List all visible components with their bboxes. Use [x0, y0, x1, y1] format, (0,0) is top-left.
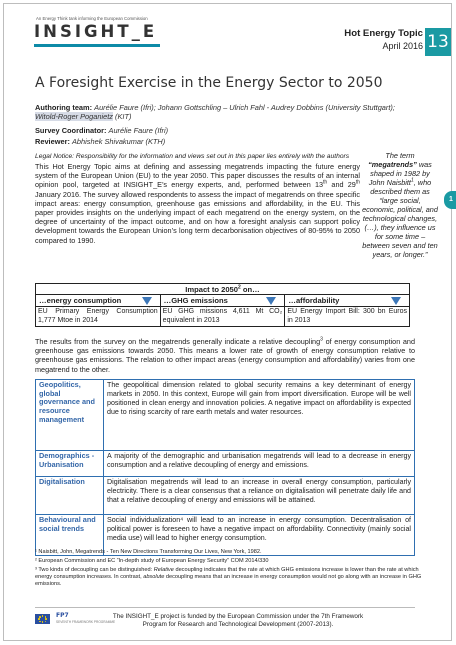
logo-underline: [34, 44, 160, 47]
survey-coordinator: [35, 126, 168, 135]
impact-col-energy: [36, 295, 161, 326]
intro-text-3: January 2016. The survey allowed respondents to assess the impact of megatrends on three specific impact areas: energy consumption, greenhouse gas emissions and affordability, in the EU. This paper provides insights on the underlying impact of each megatrend on the energy system, on the degree of uncertainty of the impact outcome, and on how a foresight analysis can support policy development towards the European Union’s long term decarbonisation objectives of 80-95% to 2050 compared to 1990.: [35, 189, 360, 245]
legal-notice: Legal Notice: Responsibility for the information and views set out in this paper lies entirely with the authors: [35, 153, 350, 160]
coordinator-label: Survey Coordinator:: [35, 126, 107, 135]
fp7-subtitle: SEVENTH FRAMEWORK PROGRAMME: [56, 620, 116, 624]
footnote-3-text-e: decoupling means that an increase in energy consumption would not go along with an increase in GHG emissions.: [35, 574, 422, 588]
sidebar-sup: 1: [410, 177, 414, 184]
authoring-team: [35, 103, 395, 112]
results-text-1: The results from the survey on the megatrends generally indicate a relative decoupling: [35, 337, 321, 346]
megatrend-text: The geopolitical dimension related to global security remains a key determinant of energy markets in 2050. In this context, Europe will gain from import diversification. Europe will be well positioned in clean energy and innovation policies. A negative impact on affordability is expected due to rising scarcity of rare earth metals and water resources.: [107, 381, 411, 417]
impact-header-energy: …energy consumption: [39, 296, 122, 305]
megatrend-definition-sidebar: [362, 151, 438, 259]
footnote-3-text-c: decoupling indicates that the rate at which GHG emissions increase is lower than the rate at which energy consumption increases. In contrast,: [35, 567, 419, 581]
footnote-2: ² European Commission and EC “In-depth study of European Energy Security” COM 2014/330: [35, 558, 269, 564]
impact-col-header: [285, 295, 409, 307]
megatrend-text: Digitalisation megatrends will lead to an increase in overall energy consumption, particularly electricity. There is a clear consensus that a reliance on digitalisation will penetrate daily life and that a relative decoupling of energy and emissions will be attained.: [107, 478, 411, 505]
sidebar-pre: The term: [385, 151, 415, 160]
issue-number: 13: [425, 28, 451, 56]
impact-table-row: [36, 295, 409, 326]
impact-col-header: [161, 295, 285, 307]
footnote-1: ¹ Naisbitt, John, Megatrends - Ten New Directions Transforming Our Lives, New York, 1982.: [35, 549, 262, 555]
authoring-team-line2: [35, 112, 131, 121]
impact-heading-text: Impact to 2050: [185, 285, 238, 294]
footnote-3-absolute: absolute: [143, 574, 165, 581]
megatrend-label: Demographics - Urbanisation: [36, 451, 104, 476]
authoring-label: Authoring team:: [35, 103, 93, 112]
highlighted-author: Witold-Roger Poganietz: [35, 112, 113, 121]
results-text-2: of energy consumption and greenhouse gas emissions towards 2050. This means a lower rate of growth of energy consumption relative to greenhouse gas emissions. The relation to other impact areas (energy consumption and affordability) varies from one megatrend to the other.: [35, 337, 415, 374]
impact-header-ghg: …GHG emissions: [163, 296, 228, 305]
funding-notice: The INSIGHT_E project is funded by the European Commission under the 7th Framework Program for Research and Technological Development (2007-2013).: [112, 613, 364, 628]
megatrend-label: Geopolitics, global governance and resource management: [36, 380, 104, 450]
footer-divider: [35, 607, 415, 608]
tagline: An Energy Think tank informing the European Commission: [36, 16, 148, 21]
impact-table-heading: [36, 284, 409, 295]
insight-e-logo: INSIGHT_E: [34, 22, 158, 41]
megatrend-text: A majority of the demographic and urbanisation megatrends will lead to a decrease in energy consumption and a relative decoupling of energy and emissions.: [107, 452, 411, 470]
impact-heading-suffix: on…: [240, 285, 260, 294]
megatrend-label: Digitalisation: [36, 477, 104, 514]
impact-table: [35, 283, 410, 327]
down-triangle-icon: [142, 297, 152, 305]
page-tab: 1: [444, 191, 456, 209]
table-row: [36, 451, 414, 477]
megatrend-text: Social individualization⁴ will lead to an increase in energy consumption. Decentralisation of political power is foreseen to have a negative impact on affordability. Connectivity (mainly social media use) will lead to higher energy consumption.: [107, 516, 411, 543]
impact-value-affordability: EU Energy Import Bill: 300 bn Euros in 2013: [287, 308, 408, 324]
intro-text-2: and 29: [327, 180, 356, 190]
table-row: [36, 380, 414, 451]
eu-flag-icon: [35, 614, 50, 624]
topic-label: Hot Energy Topic: [344, 28, 423, 39]
impact-col-affordability: [285, 295, 409, 326]
reviewer: [35, 137, 165, 146]
page-title: A Foresight Exercise in the Energy Sector to 2050: [35, 75, 383, 91]
impact-col-header: [36, 295, 160, 307]
impact-header-affordability: …affordability: [288, 296, 340, 305]
impact-value-energy: EU Primary Energy Consumption 1,777 Mtoe in 2014: [38, 308, 158, 324]
down-triangle-icon: [266, 297, 276, 305]
footnote-3-relative: Relative: [153, 567, 174, 573]
megatrend-table: [35, 379, 415, 556]
sidebar-quote: , who described them as “large social, economic, political, and technological changes, (…), they influence us for some time – between seven and ten years, or longer.”: [362, 178, 438, 259]
table-row: [36, 477, 414, 515]
reviewer-label: Reviewer:: [35, 137, 70, 146]
results-sup: 3: [320, 336, 323, 343]
author-affiliation: (KIT): [112, 112, 132, 121]
down-triangle-icon: [391, 297, 401, 305]
results-paragraph: [35, 337, 415, 374]
impact-col-ghg: [161, 295, 286, 326]
intro-paragraph: [35, 162, 360, 245]
sidebar-term: “megatrends”: [368, 160, 417, 169]
coordinator-name: Aurélie Faure (Ifri): [108, 126, 169, 135]
footnote-3: [35, 567, 425, 589]
authoring-names: Aurélie Faure (Ifri); Johann Gottschling – Ulrich Fahl - Audrey Dobbins (University Stuttgart);: [94, 103, 395, 112]
impact-value-ghg: EU GHG missions 4,611 Mt CO₂ equivalent in 2013: [162, 308, 283, 324]
intro-text-1: This Hot Energy Topic aims at defining and assessing megatrends impacting the future energy system of the European Union (EU) to the year 2050. This paper discusses the results of an internal opinion pool, targeted at INSIGHT_E’s energy experts, and, performed between 13: [35, 162, 360, 190]
sup-th-1: th: [323, 180, 328, 186]
sidebar-mid: was shaped in 1982 by John Naisbitt: [368, 160, 432, 187]
reviewer-name: Abhishek Shivakumar (KTH): [71, 137, 166, 146]
fp7-logo: FP7: [56, 612, 69, 619]
sup-th-2: th: [355, 180, 360, 186]
megatrend-label: Behavioural and social trends: [36, 515, 104, 555]
issue-date: April 2016: [382, 41, 423, 51]
impact-heading-sup: 2: [238, 284, 241, 291]
footnote-3-text-a: ³ Two kinds of decoupling can be distinguished:: [35, 567, 154, 573]
